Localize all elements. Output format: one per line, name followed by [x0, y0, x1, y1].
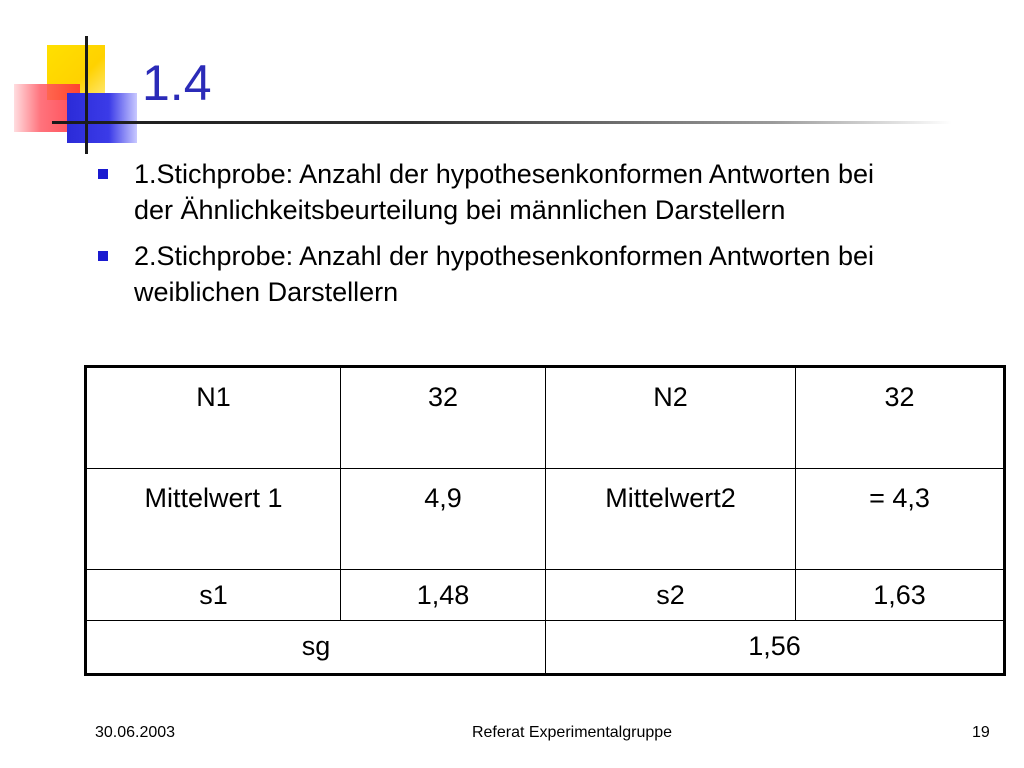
table-cell: sg: [86, 621, 546, 675]
bullet-square-icon: [98, 251, 108, 261]
table-cell: Mittelwert2: [546, 469, 796, 570]
table-row: [86, 469, 1005, 570]
table-row: [86, 621, 1005, 675]
table-cell: Mittelwert 1: [86, 469, 341, 570]
vertical-rule: [85, 36, 88, 154]
table-row: [86, 367, 1005, 469]
table-cell: 4,9: [341, 469, 546, 570]
table-cell: N1: [86, 367, 341, 469]
blue-square-decoration: [67, 93, 137, 143]
title-underline: [52, 121, 952, 124]
table-cell: 32: [341, 367, 546, 469]
table-cell: 1,63: [796, 570, 1005, 621]
table-cell: 1,56: [546, 621, 1005, 675]
bullet-item: [96, 156, 916, 228]
statistics-table: [84, 365, 1006, 676]
table-cell: s2: [546, 570, 796, 621]
table-cell: N2: [546, 367, 796, 469]
bullet-square-icon: [98, 169, 108, 179]
slide-title: 1.4: [142, 55, 212, 111]
slide-logo-graphic: [0, 0, 160, 160]
footer-title: Referat Experimentalgruppe: [471, 724, 673, 741]
bullet-item: [96, 238, 916, 310]
footer-page-number: 19: [972, 724, 990, 741]
bullet-list: [96, 156, 916, 320]
table-cell: = 4,3: [796, 469, 1005, 570]
table-cell: s1: [86, 570, 341, 621]
table-cell: 1,48: [341, 570, 546, 621]
table-cell: 32: [796, 367, 1005, 469]
bullet-text: 1.Stichprobe: Anzahl der hypothesenkonformen Antworten bei der Ähnlichkeitsbeurteilung bei männlichen Darstellern: [134, 159, 874, 225]
bullet-text: 2.Stichprobe: Anzahl der hypothesenkonformen Antworten bei weiblichen Darstellern: [134, 241, 874, 307]
table-row: [86, 570, 1005, 621]
footer-date: 30.06.2003: [95, 724, 176, 741]
